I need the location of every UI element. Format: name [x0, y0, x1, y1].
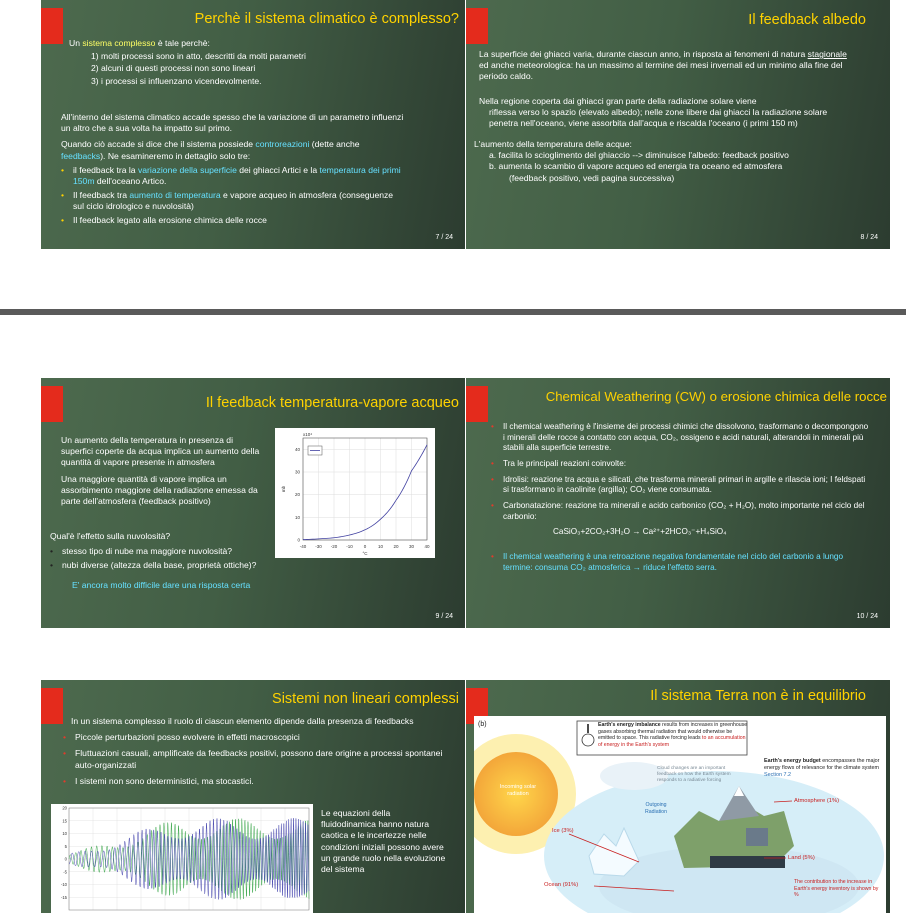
slide-body [69, 38, 449, 88]
page-number: 8 / 24 [860, 234, 878, 241]
x-tick-label: -40 [299, 544, 307, 549]
imbalance-text: Earth's energy imbalance results from increases in greenhouse gases absorbing thermal radiation that would otherwise be emitted to space. This radiative forcing leads to an accumulation of energy in the Earth's system [598, 722, 748, 748]
y-tick-label: 15 [62, 818, 67, 824]
vapor-pressure-plot [275, 428, 435, 558]
equation: CaSiO₃+2CO₂+3H₂O → Ca²⁺+2HCO₃⁻+H₄SiO₄ [553, 527, 727, 537]
bullet-item: • il feedback tra la variazione della superficie dei ghiacci Artici e la temperatura dei primi 150m dell'oceano Artico. [61, 165, 406, 187]
x-axis-label: °C [362, 551, 368, 556]
bullet-item: • Idrolisi: reazione tra acqua e silicati, che trasforma minerali primari in argille e rilascia ioni; I feldspati si trasformano in caolinite (argilla); CO₂ viene consumata. [491, 475, 871, 496]
x-tick-label: 30 [408, 544, 415, 549]
y-exponent-label: x10⁴ [303, 432, 313, 437]
figure-label: (b) [478, 721, 487, 728]
slide-accent-bar [41, 8, 63, 44]
page-number: 9 / 24 [435, 613, 453, 620]
paragraph: Quando ciò accade si dice che il sistema possiede controreazioni (dette anche feedbacks). Ne esamineremo in dettaglio solo tre: [61, 139, 360, 161]
x-tick-label: -30 [315, 544, 322, 549]
y-tick-label: 30 [294, 469, 300, 475]
vapor-pressure-chart [275, 428, 435, 558]
paragraph: All'interno del sistema climatico accade spesso che la variazione di un parametro influenzi un altro che a sua volta ha impatto sul primo. [61, 112, 404, 134]
y-tick-label: 0 [64, 856, 67, 862]
y-tick-label: -5 [63, 869, 67, 875]
page-number: 10 / 24 [856, 613, 878, 620]
slide-8[interactable] [466, 0, 890, 249]
paragraph: L'aumento della temperatura delle acque: [474, 139, 632, 150]
bullet-item: • nubi diverse (altezza della base, proprietà ottiche)? [50, 560, 285, 571]
slide-10[interactable] [466, 378, 890, 628]
slide-title: Sistemi non lineari complessi [272, 691, 459, 707]
paragraph: Nella regione coperta dai ghiacci gran parte della radiazione solare viene riflessa verso lo spazio (elevato albedo); nelle zone libere dai ghiacci la radiazione solare penetra nell'oceano, viene assorbita dall'acqua e riscalda l'oceano (i primi 150 m) [479, 95, 828, 128]
bullet-item: • Il chemical weathering è l'insieme dei processi chimici che dissolvono, trasformano o decompongono i minerali delle rocce a contatto con acqua, CO₂, ossigeno e acidi naturali, alterandoli in minerali più stabili alla superficie terrestre. [491, 422, 871, 454]
x-tick-label: 40 [424, 544, 430, 549]
bullet-item: • Fluttuazioni casuali, amplificate da feedbacks positivi, possono dare origine a processi spontanei auto-organizzati [63, 748, 443, 770]
slide-accent-bar [466, 386, 488, 422]
list-item: 2) alcuni di questi processi non sono lineari [91, 63, 256, 74]
paragraph: La superficie dei ghiacci varia, durante ciascun anno, in risposta ai fenomeni di natura stagionale ed anche meteorologica: ha un massimo al termine dei mesi invernali ed un minimo alla fine del periodo caldo. [479, 49, 847, 82]
question: Qual'è l'effetto sulla nuvolosità? [50, 531, 171, 541]
slide-body [474, 49, 849, 184]
x-tick-label: -20 [330, 544, 338, 549]
y-tick-label: 5 [64, 843, 67, 849]
slide-body [61, 435, 261, 507]
paragraph: Un aumento della temperatura in presenza di superfici coperte da acqua implica un aumento della quantità di vapore presente in atmosfera [61, 435, 260, 468]
chaotic-series-chart [51, 804, 313, 913]
y-tick-label: -15 [60, 894, 67, 900]
slide-body [63, 716, 443, 790]
intro-line: Un sistema complesso è tale perchè: [69, 38, 210, 48]
bullet-item: • stesso tipo di nube ma maggiore nuvolosità? [50, 546, 285, 557]
y-tick-label: 10 [62, 831, 67, 836]
bullet-item: • Carbonatazione: reazione tra minerali e acido carbonico (CO₂ + H₂O), molto importante nel ciclo del carbonio: [491, 501, 871, 522]
y-axis-label: mb [281, 485, 286, 493]
list-item: 1) molti processi sono in atto, descritti da molti parametri [91, 51, 306, 62]
chaotic-series-plot [51, 804, 313, 913]
bullet-item: • Tra le principali reazioni coinvolte: [491, 459, 871, 470]
list-item: (feedback positivo, vedi pagina successiva) [509, 172, 675, 183]
slide-7[interactable] [41, 0, 465, 249]
slide-title: Il feedback albedo [748, 12, 866, 28]
paragraph: Una maggiore quantità di vapore implica un assorbimento maggiore della radiazione emessa da parte dell'atmosfera (feedback positivo) [61, 473, 258, 506]
y-tick-label: 20 [294, 492, 300, 498]
slide-11[interactable] [41, 680, 465, 913]
energy-budget-figure [474, 716, 886, 913]
land-share-label: Land (5%) [788, 855, 815, 861]
y-tick-label: 40 [294, 446, 300, 452]
conclusion: E' ancora molto difficile dare una risposta certa [72, 579, 251, 590]
y-tick-label: 0 [297, 537, 300, 543]
side-note: Le equazioni della fluidodinamica hanno natura caotica e le incertezze nelle condizioni iniziali possono avere un grande ruolo nella evoluzione del sistema [321, 808, 446, 874]
slide-accent-bar [41, 386, 63, 422]
y-tick-label: 10 [294, 514, 300, 520]
contribution-note: The contribution to the increase in Earth's energy inventory is shown by % [794, 879, 879, 898]
bullet-item: • Il chemical weathering è una retroazione negativa fondamentale nel ciclo del carbonio a lungo termine: consuma CO₂ atmosferica → riduce l'effetto serra. [491, 552, 871, 573]
y-tick-label: 20 [62, 805, 67, 811]
incoming-solar-label: Incoming solar radiation [499, 784, 537, 798]
slide-body [491, 422, 871, 576]
x-tick-label: -10 [346, 544, 353, 549]
list-item: a. facilita lo scioglimento del ghiaccio --> diminuisce l'albedo: feedback positivo [489, 150, 789, 161]
slide-title: Perchè il sistema climatico è complesso? [194, 11, 459, 27]
factory-icon [746, 828, 768, 846]
cloud-feedback-text: Cloud changes are an important feedback on how the Earth system responds to a radiative forcing [657, 766, 731, 783]
list-item: 3) i processi si influenzano vicendevolmente. [91, 75, 262, 86]
ice-share-label: Ice (3%) [552, 828, 574, 834]
bullet-item: • I sistemi non sono deterministici, ma stocastici. [63, 776, 443, 787]
ocean-share-label: Ocean (91%) [544, 882, 579, 888]
x-tick-label: 10 [377, 544, 384, 549]
slide-body-2 [50, 531, 285, 591]
list-item: b. aumenta lo scambio di vapore acqueo ed energia tra oceano ed atmosfera [489, 161, 783, 172]
slide-body-2 [61, 112, 406, 230]
paragraph: In un sistema complesso il ruolo di ciascun elemento dipende dalla presenza di feedbacks [71, 716, 414, 726]
bullet-item: • Il feedback tra aumento di temperatura e vapore acqueo in atmosfera (conseguenze sul ciclo idrologico e nuvolosità) [61, 190, 406, 212]
budget-text: Earth's energy budget encompasses the major energy flows of relevance for the climate system Section 7.2 [764, 758, 880, 778]
slide-title: Il sistema Terra non è in equilibrio [650, 688, 866, 704]
page-number: 7 / 24 [435, 234, 453, 241]
slide-accent-bar [41, 688, 63, 724]
bullet-item: • Piccole perturbazioni posso evolvere in effetti macroscopici [63, 732, 443, 743]
slide-title: Chemical Weathering (CW) o erosione chimica delle rocce [545, 389, 887, 404]
x-tick-label: 20 [393, 544, 399, 549]
atmosphere-share-label: Atmosphere (1%) [794, 798, 840, 804]
slide-9[interactable] [41, 378, 465, 628]
slide-accent-bar [466, 8, 488, 44]
x-tick-label: 0 [363, 544, 367, 549]
y-tick-label: -10 [60, 882, 67, 887]
bullet-item: • Il feedback legato alla erosione chimica delle rocce [61, 215, 406, 226]
slide-row-separator [0, 309, 906, 315]
slide-12[interactable] [466, 680, 890, 913]
outgoing-radiation-label: Outgoing Radiation [645, 802, 667, 815]
slide-title: Il feedback temperatura-vapore acqueo [205, 395, 459, 411]
